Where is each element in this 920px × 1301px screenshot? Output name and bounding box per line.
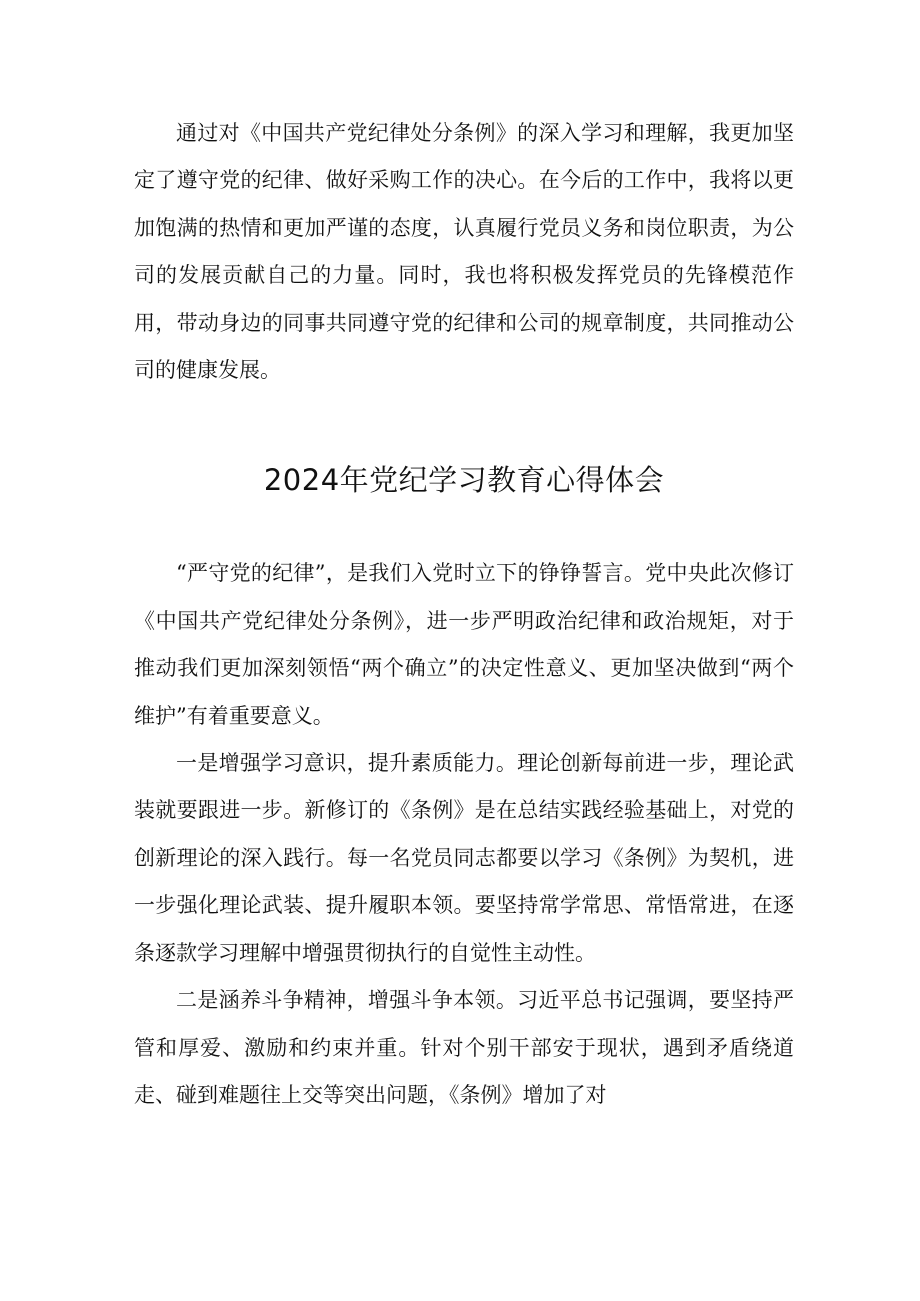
document-title: 2024年党纪学习教育心得体会 [263,463,665,498]
intro-paragraph: 通过对《中国共产党纪律处分条例》的深入学习和理解，我更加坚定了遵守党的纪律、做好采购工作的决心。在今后的工作中，我将以更加饱满的热情和更加严谨的态度，认真履行党员义务和岗位职责，为公司的发展贡献自己的力量。同时，我也将积极发挥党员的先锋模范作用，带动身边的同事共同遵守党的纪律和公司的规章制度，共同推动公司的健康发展。 [134,121,794,383]
body-paragraph-1: “严守党的纪律”，是我们入党时立下的铮铮誓言。党中央此次修订《中国共产党纪律处分条例》，进一步严明政治纪律和政治规矩，对于推动我们更加深刻领悟“两个确立”的决定性意义、更加坚决做到“两个维护”有着重要意义。 [134,561,794,728]
body-paragraph-2: 一是增强学习意识，提升素质能力。理论创新每前进一步，理论武装就要跟进一步。新修订的《条例》是在总结实践经验基础上，对党的创新理论的深入践行。每一名党员同志都要以学习《条例》为契机，进一步强化理论武装、提升履职本领。要坚持常学常思、常悟常进，在逐条逐款学习理解中增强贯彻执行的自觉性主动性。 [134,751,794,965]
body-paragraph-3: 二是涵养斗争精神，增强斗争本领。习近平总书记强调，要坚持严管和厚爱、激励和约束并重。针对个别干部安于现状，遇到矛盾绕道走、碰到难题往上交等突出问题，《条例》增加了对 [134,988,794,1107]
document-body [134,110,794,1119]
spacer [134,500,794,550]
spacer [134,394,794,460]
